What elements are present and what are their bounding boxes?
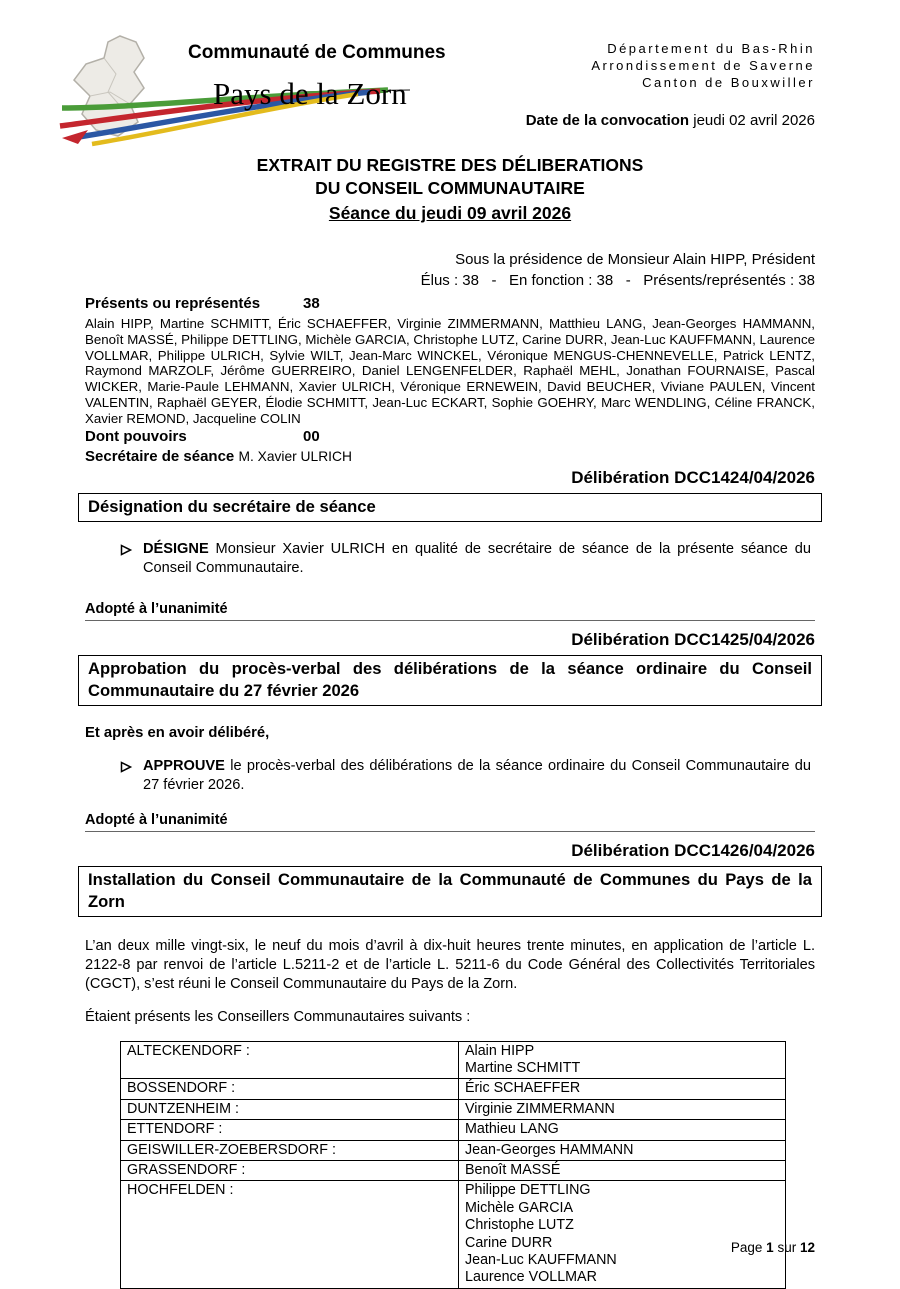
convocation-value: jeudi 02 avril 2026	[693, 112, 815, 129]
communes-table-body	[121, 1041, 786, 1288]
delibere-intro: Et après en avoir délibéré,	[85, 724, 270, 741]
delegate-name: Mathieu LANG	[465, 1121, 559, 1138]
delegate-name: Carine DURR	[465, 1234, 553, 1251]
document-header	[0, 0, 900, 150]
secretaire-row	[85, 447, 815, 467]
page-number: 1	[766, 1240, 774, 1255]
delegates-cell	[459, 1041, 786, 1079]
delegates-cell	[459, 1120, 786, 1140]
delegate-name: Virginie ZIMMERMANN	[465, 1100, 615, 1117]
dept-line-1: Département du Bas-Rhin	[607, 41, 815, 56]
deliberation-heading-3: Installation du Conseil Communautaire de la Communauté de Communes du Pays de la Zorn	[78, 866, 822, 917]
commune-cell: GRASSENDORF :	[121, 1161, 459, 1181]
convocation-label: Date de la convocation	[525, 112, 690, 129]
document-body	[0, 154, 900, 1289]
presents-row	[85, 294, 815, 314]
installation-paragraph: L’an deux mille vingt-six, le neuf du mois d’avril à dix-huit heures trente minutes, en application de l’article L. 2122-8 par renvoi de l’article L.5211-2 et de l’article L. 5211-6 du Code Général des Collectivités Territoriales (CGCT), s’est réuni le Conseil Communautaire du Pays de la Zorn.	[85, 937, 815, 992]
commune-cell: ALTECKENDORF :	[121, 1041, 459, 1079]
delegate-name: Laurence VOLLMAR	[465, 1269, 597, 1286]
page-label: Page	[730, 1240, 763, 1255]
bullet-item-designe	[120, 540, 815, 579]
dept-line-2: Arrondissement de Saverne	[591, 58, 815, 73]
bullet-rest: le procès-verbal des délibérations de la séance ordinaire du Conseil Communautaire du 27 février 2026.	[143, 757, 811, 794]
commune-cell: ETTENDORF :	[121, 1120, 459, 1140]
title-line2: DU CONSEIL COMMUNAUTAIRE	[315, 178, 585, 198]
delegate-name: Jean-Georges HAMMANN	[465, 1141, 634, 1158]
adopte-line-2: Adopté à l’unanimité	[85, 812, 815, 832]
table-row	[121, 1140, 786, 1160]
commune-cell: GEISWILLER-ZOEBERSDORF :	[121, 1140, 459, 1160]
deliberation-ref-2: Délibération DCC1425/04/2026	[571, 629, 815, 649]
presents-count: 38	[303, 295, 320, 312]
deliberation-ref-3: Délibération DCC1426/04/2026	[571, 840, 815, 860]
dept-line-3: Canton de Bouxwiller	[642, 75, 815, 90]
bullet-text	[143, 757, 815, 796]
attendance-block	[85, 294, 815, 467]
delegate-name: Michèle GARCIA	[465, 1199, 574, 1216]
document-title	[85, 154, 815, 225]
secretaire-label: Secrétaire de séance	[85, 447, 235, 465]
pouvoirs-row	[85, 427, 815, 447]
commune-cell: DUNTZENHEIM :	[121, 1099, 459, 1119]
delegate-name: Martine SCHMITT	[465, 1059, 581, 1076]
presents-intro: Étaient présents les Conseillers Communautaires suivants :	[85, 1008, 471, 1025]
bullet-keyword: DÉSIGNE	[143, 540, 209, 557]
secretaire-value: M. Xavier ULRICH	[238, 448, 352, 464]
delegates-cell	[459, 1140, 786, 1160]
table-row	[121, 1120, 786, 1140]
pouvoirs-count: 00	[303, 427, 320, 445]
bullet-text	[143, 540, 815, 579]
table-row	[121, 1041, 786, 1079]
delegate-name: Philippe DETTLING	[465, 1182, 591, 1199]
title-line3: Séance du jeudi 09 avril 2026	[328, 203, 572, 223]
sur-label: sur	[777, 1240, 797, 1255]
presents-label: Présents ou représentés	[85, 295, 261, 312]
delegate-name: Éric SCHAEFFER	[465, 1080, 581, 1097]
presidence-line1: Sous la présidence de Monsieur Alain HIPP, Président	[455, 251, 815, 268]
adopte-line-1: Adopté à l’unanimité	[85, 601, 815, 621]
deliberation-heading-1: Désignation du secrétaire de séance	[78, 493, 822, 522]
delegate-name: Christophe LUTZ	[465, 1217, 574, 1234]
bullet-rest: Monsieur Xavier ULRICH en qualité de secrétaire de séance de la présente séance du Conseil Communautaire.	[143, 540, 811, 577]
page-footer	[731, 1240, 815, 1255]
department-block	[591, 40, 815, 91]
table-row	[121, 1079, 786, 1099]
deliberation-ref-1: Délibération DCC1424/04/2026	[571, 467, 815, 487]
presidence-line2: Élus : 38 - En fonction : 38 - Présents/représentés : 38	[420, 272, 815, 289]
table-row	[121, 1161, 786, 1181]
delegate-name: Jean-Luc KAUFFMANN	[465, 1252, 617, 1269]
delegate-name: Alain HIPP	[465, 1042, 535, 1059]
communes-table	[120, 1041, 786, 1289]
bullet-keyword: APPROUVE	[143, 757, 225, 774]
attendees-names: Alain HIPP, Martine SCHMITT, Éric SCHAEFFER, Virginie ZIMMERMANN, Matthieu LANG, Jean-Georges HAMMANN, Benoît MASSÉ, Philippe DETTLING, Michèle GARCIA, Christophe LUTZ, Carine DURR, Jean-Luc KAUFFMANN, Laurence VOLLMAR, Philippe ULRICH, Sylvie WILT, Jean-Marc WINCKEL, Véronique MENGUS-CHENNEVELLE, Patrick LENTZ, Raymond MARZOLF, Jérôme GUERREIRO, Daniel LENGENFELDER, Raphaël MEHL, Jonathan FOURNAISE, Pascal WICKER, Marie-Paule LEHMANN, Xavier ULRICH, Véronique ERNEWEIN, David BEUCHER, Viviane PAULEN, Vincent VALENTIN, Raphaël GEYER, Élodie SCHMITT, Jean-Luc ECKART, Sophie GOEHRY, Marc WENDLING, Céline FRANCK, Xavier REMOND, Jacqueline COLIN	[85, 316, 815, 426]
org-name-line2: Pays de la Zorn	[213, 76, 407, 111]
bullet-item-approuve	[120, 757, 815, 796]
delegate-name: Benoît MASSÉ	[465, 1162, 561, 1179]
table-row	[121, 1181, 786, 1288]
deliberation-heading-2: Approbation du procès-verbal des délibérations de la séance ordinaire du Conseil Communautaire du 27 février 2026	[78, 655, 822, 706]
delegates-cell	[459, 1099, 786, 1119]
presidence-block	[85, 249, 815, 291]
delegates-cell	[459, 1161, 786, 1181]
commune-cell: BOSSENDORF :	[121, 1079, 459, 1099]
delegates-cell	[459, 1181, 786, 1288]
table-row	[121, 1099, 786, 1119]
delegates-cell	[459, 1079, 786, 1099]
org-name-line1: Communauté de Communes	[188, 42, 446, 63]
convocation-line	[526, 112, 815, 129]
arrowhead-right-icon	[120, 540, 143, 579]
arrowhead-right-icon	[120, 757, 143, 796]
title-line1: EXTRAIT DU REGISTRE DES DÉLIBERATIONS	[256, 155, 644, 175]
pouvoirs-label: Dont pouvoirs	[85, 427, 187, 445]
commune-cell: HOCHFELDEN :	[121, 1181, 459, 1288]
total-pages: 12	[799, 1240, 815, 1255]
